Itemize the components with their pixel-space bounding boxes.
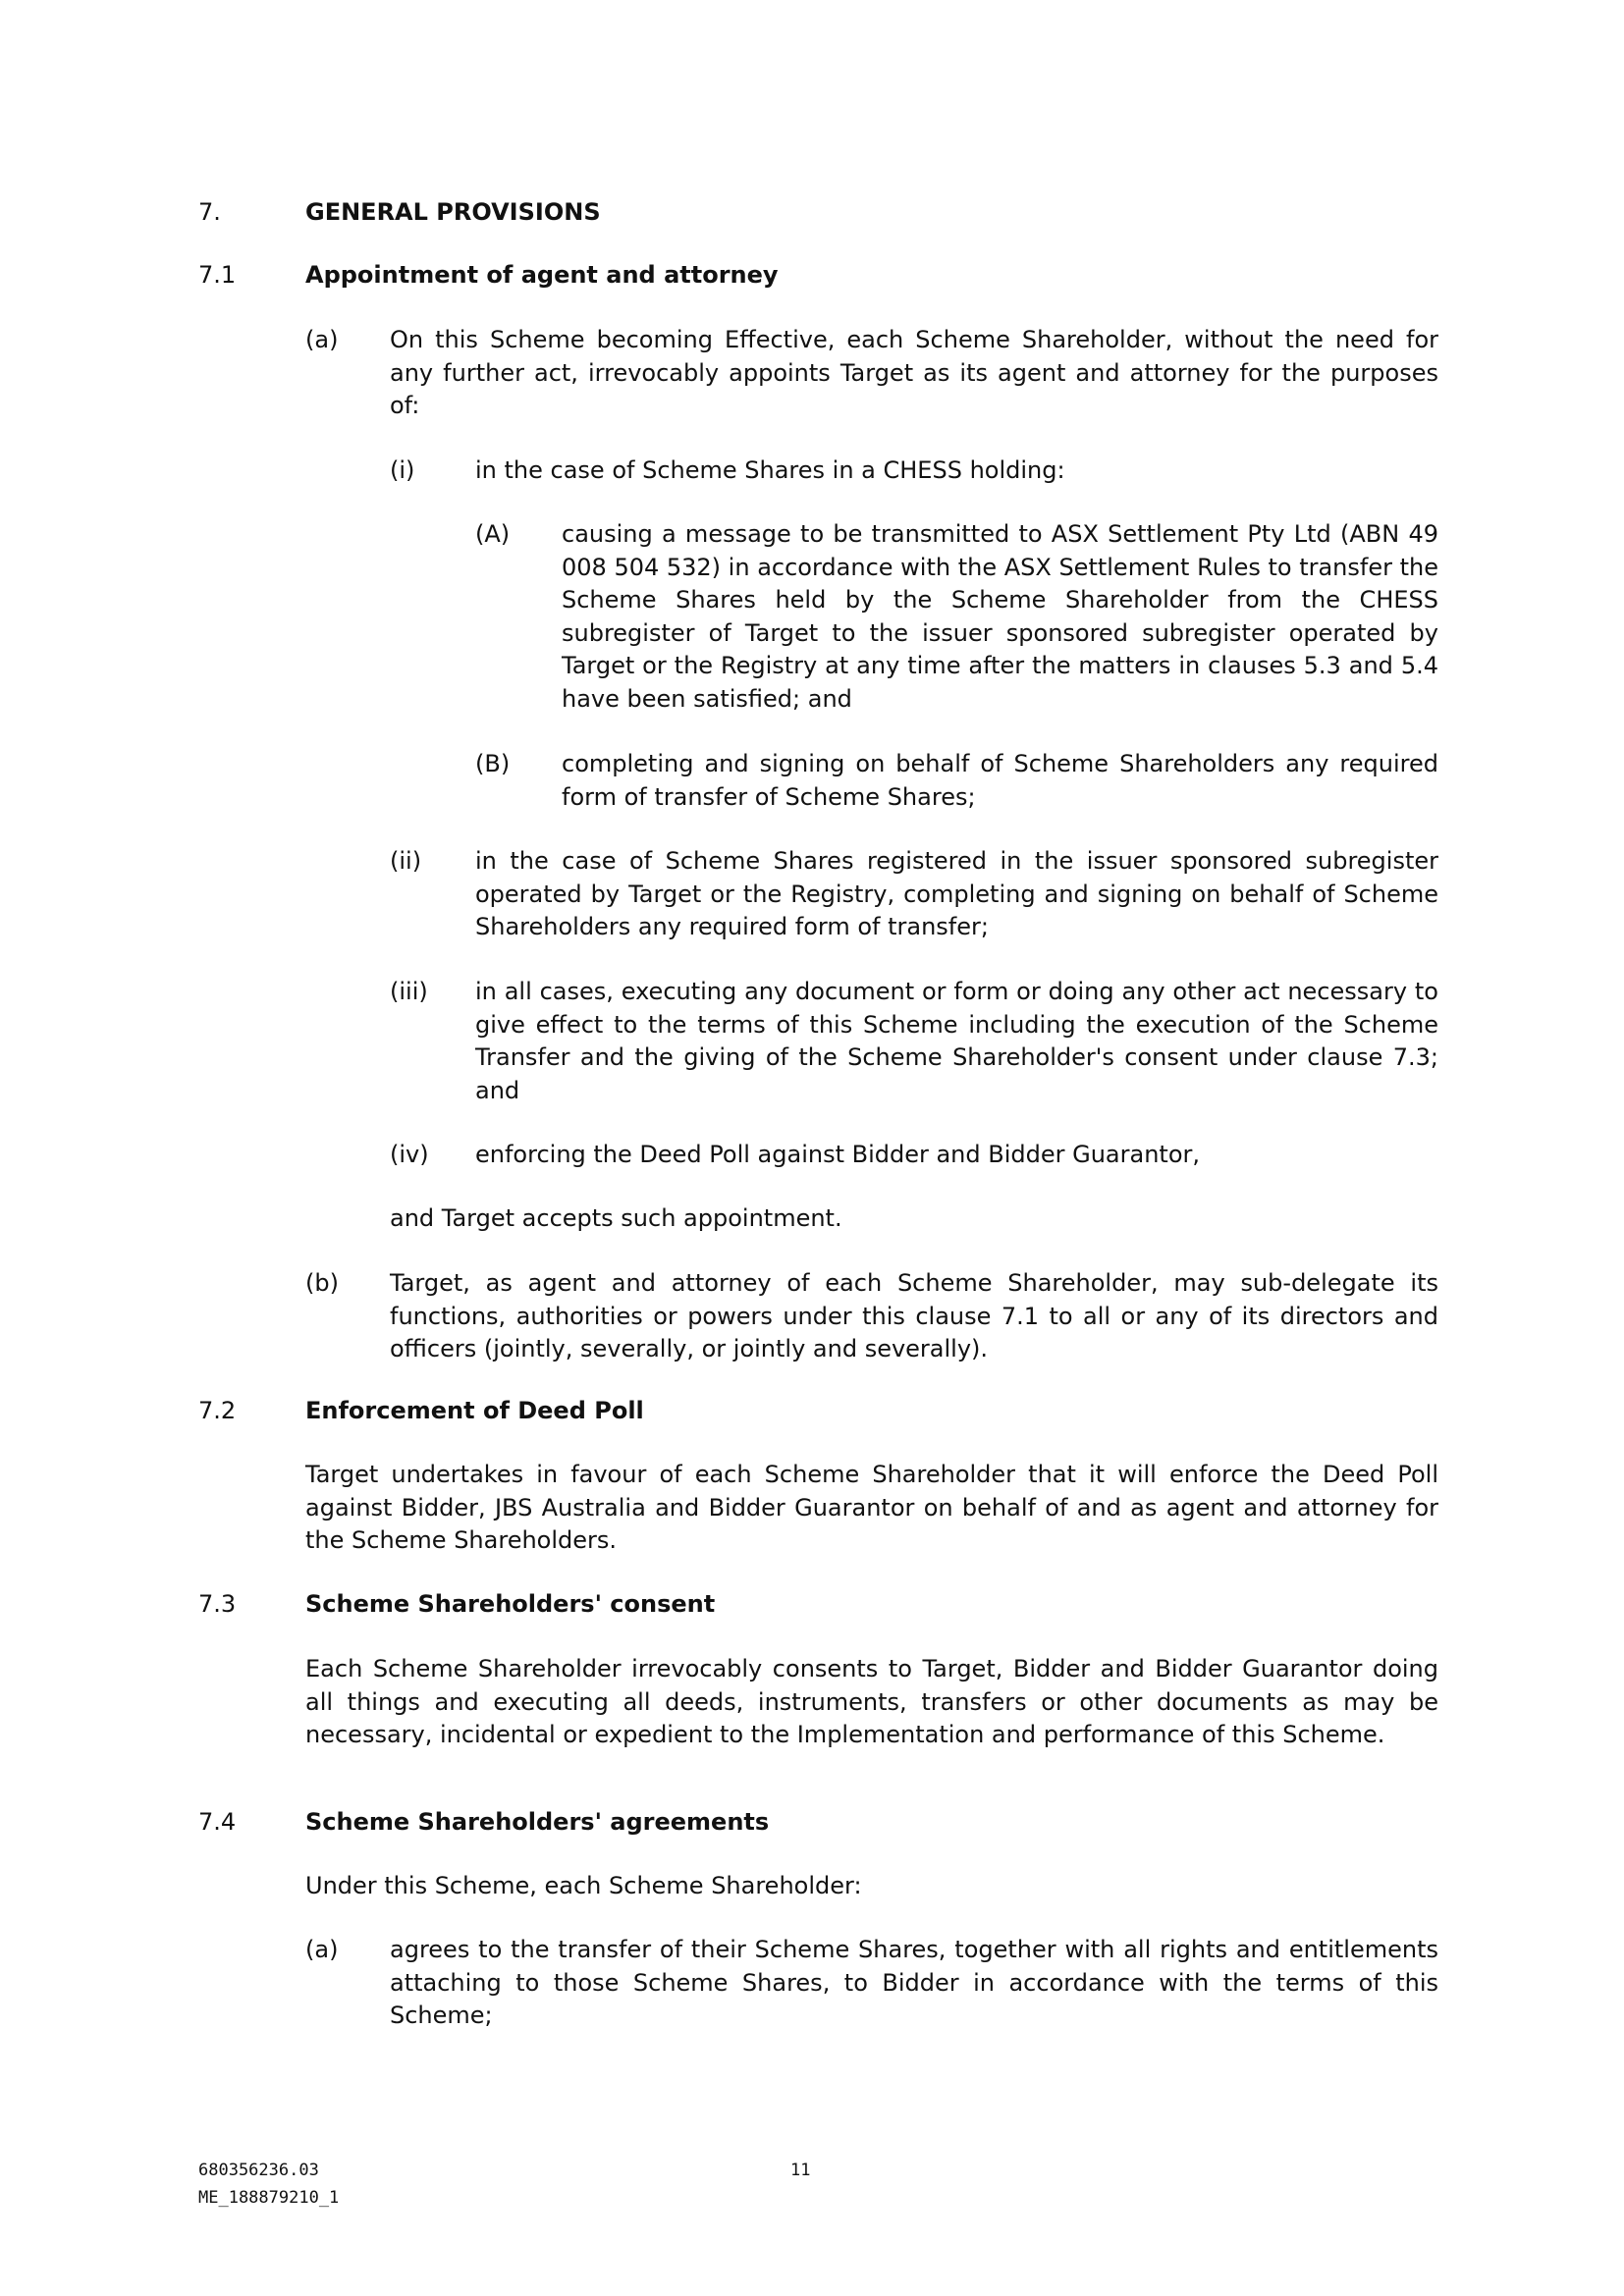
clause-7-4-a-text: agrees to the transfer of their Scheme Shares, together with all rights and entitlements attaching to those Scheme Shares, to Bidder in accordance with the terms of this Scheme; (390, 1936, 1438, 2029)
clause-7-1-a-i-B-label: (B) (475, 750, 511, 777)
clause-7-1-a-i-A-text: causing a message to be transmitted to ASX Settlement Pty Ltd (ABN 49 008 504 532) in accordance with the ASX Settlement Rules to transfer the Scheme Shares held by the Scheme Shareholder from the CHESS subregister of Target to the issuer sponsored subregister operated by Target or the Registry at any time after the matters in clauses 5.3 and 5.4 have been satisfied; and (562, 520, 1438, 713)
clause-7-1-a-ii-label: (ii) (390, 847, 422, 875)
clause-7-4-title: Scheme Shareholders' agreements (305, 1808, 770, 1836)
section-number: 7. (198, 198, 221, 226)
clause-7-1-a-iv-label: (iv) (390, 1141, 429, 1168)
clause-7-1-b-text: Target, as agent and attorney of each Scheme Shareholder, may sub-delegate its functions, authorities or powers under this clause 7.1 to all or any of its directors and officers (jointly, severally, or jointly and severally). (390, 1269, 1438, 1362)
clause-7-1-a-i-B-text: completing and signing on behalf of Scheme Shareholders any required form of transfer of Scheme Shares; (562, 750, 1438, 811)
clause-7-1-a-iv-text: enforcing the Deed Poll against Bidder and Bidder Guarantor, (475, 1141, 1201, 1168)
footer-me-reference: ME_188879210_1 (198, 2188, 340, 2208)
clause-7-2-number: 7.2 (198, 1397, 237, 1424)
clause-7-1-a-i-A-label: (A) (475, 520, 511, 548)
clause-7-3-text: Each Scheme Shareholder irrevocably consents to Target, Bidder and Bidder Guarantor doing all things and executing all deeds, instruments, transfers or other documents as may be necessary, incidental or expedient to the Implementation and performance of this Scheme. (305, 1655, 1438, 1748)
clause-7-2-text: Target undertakes in favour of each Scheme Shareholder that it will enforce the Deed Poll against Bidder, JBS Australia and Bidder Guarantor on behalf of and as agent and attorney for the Scheme Shareholders. (305, 1461, 1438, 1554)
clause-7-1-number: 7.1 (198, 261, 237, 289)
clause-7-1-a-text: On this Scheme becoming Effective, each Scheme Shareholder, without the need for any further act, irrevocably appoints Target as its agent and attorney for the purposes of: (390, 326, 1438, 419)
clause-7-1-a-ii-text: in the case of Scheme Shares registered in the issuer sponsored subregister operated by Target or the Registry, completing and signing on behalf of Scheme Shareholders any required form of transfer; (475, 847, 1438, 940)
clause-7-1-a-iii-label: (iii) (390, 978, 428, 1005)
clause-7-1-a-i-text: in the case of Scheme Shares in a CHESS holding: (475, 456, 1065, 484)
section-title: GENERAL PROVISIONS (305, 198, 601, 226)
clause-7-4-number: 7.4 (198, 1808, 237, 1836)
clause-7-1-b-label: (b) (305, 1269, 339, 1297)
clause-7-2-title: Enforcement of Deed Poll (305, 1397, 644, 1424)
footer-document-reference: 680356236.03 (198, 2161, 319, 2180)
clause-7-4-a-label: (a) (305, 1936, 339, 1963)
footer-page-number: 11 (790, 2161, 811, 2180)
clause-7-1-title: Appointment of agent and attorney (305, 261, 779, 289)
clause-7-1-a-i-label: (i) (390, 456, 415, 484)
clause-7-3-title: Scheme Shareholders' consent (305, 1590, 716, 1618)
clause-7-1-acceptance-text: and Target accepts such appointment. (390, 1204, 842, 1232)
clause-7-4-intro: Under this Scheme, each Scheme Shareholder: (305, 1872, 862, 1899)
clause-7-1-a-iii-text: in all cases, executing any document or form or doing any other act necessary to give effect to the terms of this Scheme including the execution of the Scheme Transfer and the giving of the Scheme Shareholder's consent under clause 7.3; and (475, 978, 1438, 1104)
clause-7-1-a-label: (a) (305, 326, 339, 353)
clause-7-3-number: 7.3 (198, 1590, 237, 1618)
